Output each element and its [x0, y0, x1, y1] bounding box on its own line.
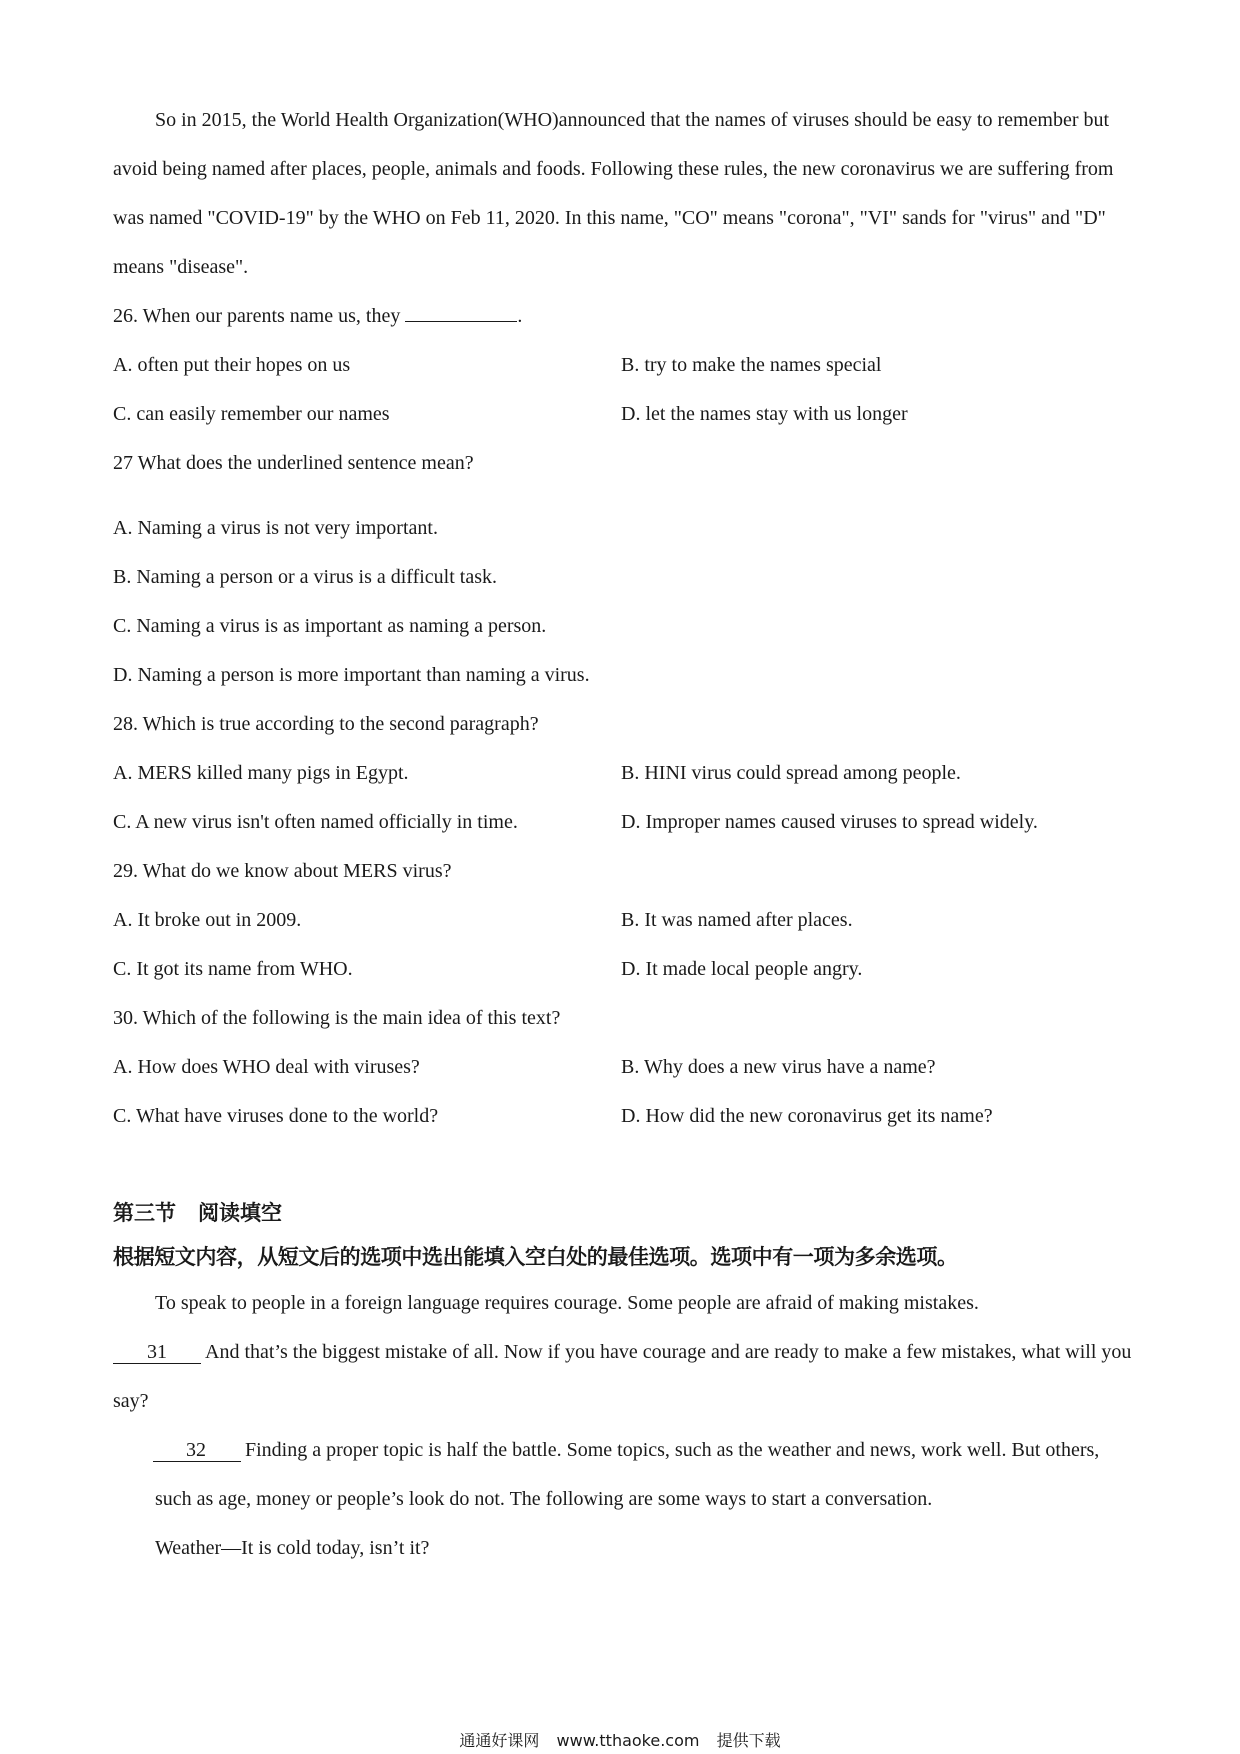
section-number: 第三节 — [113, 1201, 176, 1225]
blank-32: 32 — [153, 1439, 241, 1462]
question-26-options-row-1 — [113, 341, 1133, 390]
option-26-a: A. often put their hopes on us — [113, 354, 351, 376]
intro-paragraph: So in 2015, the World Health Organization(WHO)announced that the names of viruses should be easy to remember but avoid being named after places, people, animals and foods. Following these rules, the new coronavirus we are suffering from was named "COVID-19" by the WHO on Feb 11, 2020. In this name, "CO" means "corona", "VI" sands for "virus" and "D" means "disease". — [113, 109, 1114, 278]
option-30-a: A. How does WHO deal with viruses? — [113, 1056, 420, 1078]
option-27-b: B. Naming a person or a virus is a difficult task. — [113, 566, 498, 588]
option-27-d: D. Naming a person is more important than naming a virus. — [113, 664, 590, 686]
passage-line-1: To speak to people in a foreign language requires courage. Some people are afraid of making mistakes. — [155, 1292, 979, 1314]
question-28-stem: 28. Which is true according to the second paragraph? — [113, 713, 539, 735]
footer-site-name: 通通好课网 — [459, 1731, 540, 1750]
question-26-stem: 26. When our parents name us, they — [113, 305, 401, 327]
passage-line-weather: Weather—It is cold today, isn’t it? — [155, 1537, 430, 1559]
option-28-c: C. A new virus isn't often named officially in time. — [113, 811, 518, 833]
footer-note: 提供下载 — [716, 1731, 781, 1750]
passage-text-31: And that’s the biggest mistake of all. Now if you have courage and are ready to make a few mistakes, what will you say? — [113, 1341, 1132, 1412]
option-28-b: B. HINI virus could spread among people. — [621, 762, 961, 784]
footer-url[interactable]: www.tthaoke.com — [556, 1731, 700, 1750]
section-heading — [113, 1191, 1133, 1235]
section-instruction: 根据短文内容，从短文后的选项中选出能填入空白处的最佳选项。选项中有一项为多余选项。 — [113, 1245, 958, 1269]
blank-31: 31 — [113, 1341, 201, 1364]
question-29-options-row-1 — [113, 896, 1133, 945]
document-page — [113, 96, 1133, 1573]
passage-paragraph-32 — [113, 1426, 1133, 1524]
option-30-b: B. Why does a new virus have a name? — [621, 1056, 936, 1078]
option-29-a: A. It broke out in 2009. — [113, 909, 302, 931]
option-30-c: C. What have viruses done to the world? — [113, 1105, 439, 1127]
question-26-options-row-2 — [113, 390, 1133, 439]
option-26-b: B. try to make the names special — [621, 354, 882, 376]
passage-text-32: Finding a proper topic is half the battle. Some topics, such as the weather and news, work well. But others, such as age, money or people’s look do not. The following are some ways to start a conversation. — [155, 1439, 1100, 1510]
answer-blank — [405, 299, 517, 322]
question-30-options-row-1 — [113, 1043, 1133, 1092]
section-title: 阅读填空 — [198, 1201, 282, 1225]
question-27-stem: 27 What does the underlined sentence mean? — [113, 452, 474, 474]
option-29-d: D. It made local people angry. — [621, 958, 863, 980]
option-29-c: C. It got its name from WHO. — [113, 958, 353, 980]
question-26: 26. When our parents name us, they . — [113, 292, 1133, 341]
question-30-options-row-2 — [113, 1092, 1133, 1141]
passage-paragraph-31 — [113, 1328, 1133, 1426]
question-28-options-row-1 — [113, 749, 1133, 798]
question-30-stem: 30. Which of the following is the main idea of this text? — [113, 1007, 561, 1029]
option-27-c: C. Naming a virus is as important as naming a person. — [113, 615, 547, 637]
question-28-options-row-2 — [113, 798, 1133, 847]
question-29-options-row-2 — [113, 945, 1133, 994]
option-29-b: B. It was named after places. — [621, 909, 853, 931]
option-26-d: D. let the names stay with us longer — [621, 403, 908, 425]
option-28-a: A. MERS killed many pigs in Egypt. — [113, 762, 409, 784]
option-26-c: C. can easily remember our names — [113, 403, 390, 425]
question-29-stem: 29. What do we know about MERS virus? — [113, 860, 452, 882]
option-28-d: D. Improper names caused viruses to spread widely. — [621, 811, 1038, 833]
option-27-a: A. Naming a virus is not very important. — [113, 517, 438, 539]
page-footer — [0, 1728, 1240, 1751]
option-30-d: D. How did the new coronavirus get its name? — [621, 1105, 993, 1127]
